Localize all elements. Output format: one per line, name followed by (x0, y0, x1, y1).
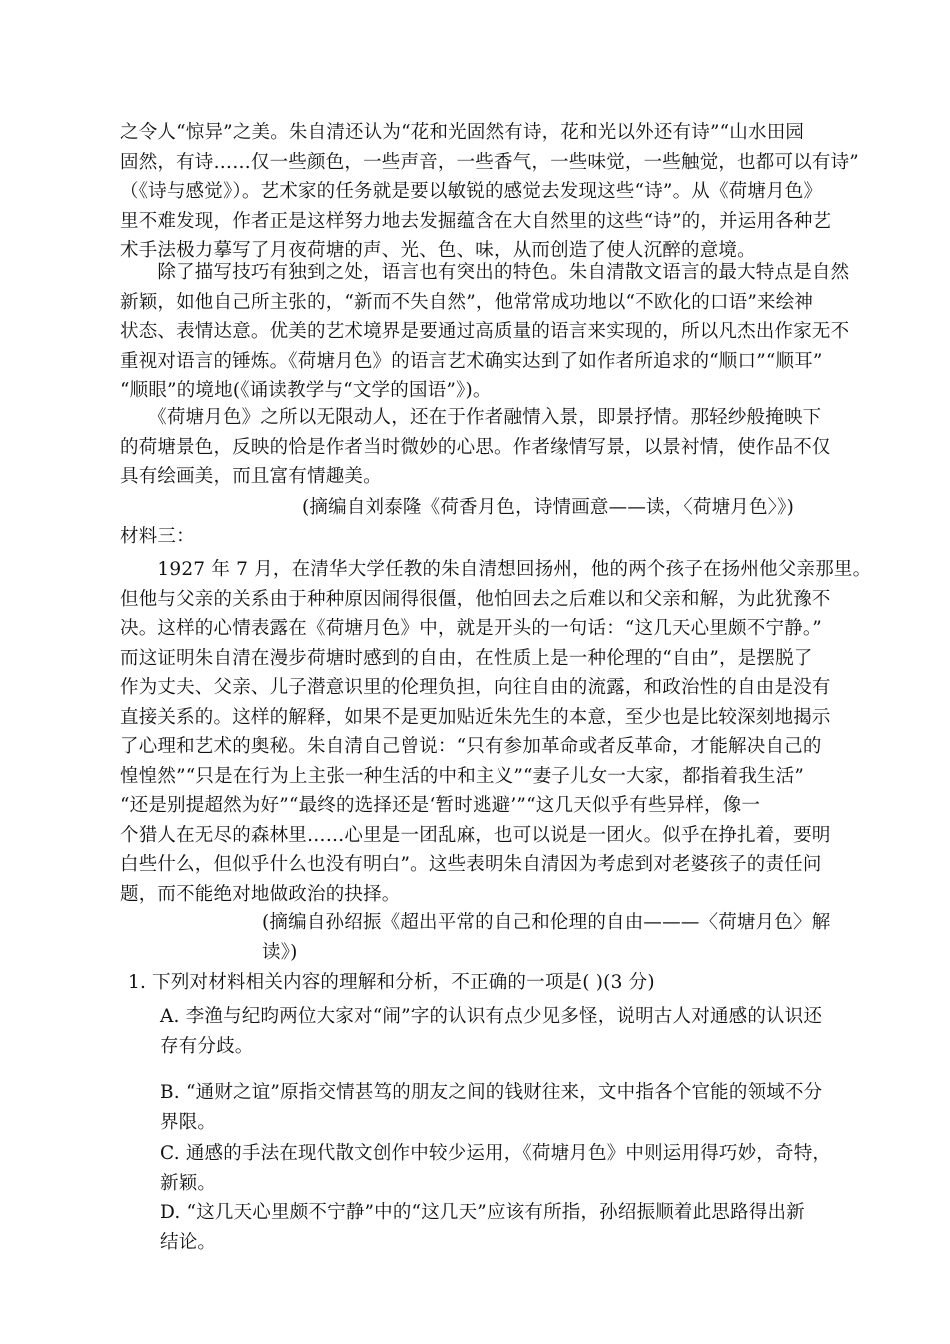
option-text: 存有分歧。 (160, 1036, 254, 1057)
text-line: 的荷塘景色，反映的恰是作者当时微妙的心思。作者缘情写景，以景衬情，使作品不仅 (120, 436, 831, 458)
source-citation-2 (262, 908, 830, 967)
text-line: 个猎人在无尽的森林里……心里是一团乱麻，也可以说是一团火。似乎在挣扎着，要明 (120, 824, 831, 846)
paragraph-4 (120, 555, 871, 909)
question-text: 1. 下列对材料相关内容的理解和分析，不正确的一项是( )(3 分) (128, 972, 655, 993)
material-3-heading (120, 522, 195, 552)
citation-text: (摘编自孙绍振《超出平常的自己和伦理的自由———〈荷塘月色〉解 (262, 912, 831, 933)
text-line: 除了描写技巧有独到之处，语言也有突出的特色。朱自清散文语言的最大特点是自然 (120, 262, 850, 283)
text-line: 决。这样的心情表露在《荷塘月色》中，就是开头的一句话：“这几天心里颇不宁静。” (120, 618, 822, 639)
text-line: 重视对语言的锤炼。《荷塘月色》的语言艺术确实达到了如作者所追求的“顺口”“顺耳” (120, 350, 823, 372)
text-line: 具有绘画美，而且富有情趣美。 (120, 466, 382, 487)
text-line: 白些什么，但似乎什么也没有明白”。这些表明朱自清因为考虑到对老婆孩子的责任问 (120, 854, 822, 875)
text-line: 状态、表情达意。优美的艺术境界是要通过高质量的语言来实现的，所以凡杰出作家无不 (120, 321, 850, 342)
option-text: 界限。 (160, 1112, 217, 1133)
paragraph-3 (120, 403, 831, 492)
text-line: 而这证明朱自清在漫步荷塘时感到的自由，在性质上是一种伦理的“自由”，是摆脱了 (120, 647, 813, 669)
option-b (160, 1078, 822, 1138)
question-1-stem (128, 968, 655, 998)
citation-text: 读》) (262, 941, 298, 963)
heading-text: 材料三： (120, 526, 195, 547)
option-text: D. “这几天心里颇不宁静”中的“这几天”应该有所指，孙绍振顺着此思路得出新 (160, 1202, 805, 1223)
text-line: 《荷塘月色》之所以无限动人，还在于作者融情入景，即景抒情。那轻纱般掩映下 (120, 407, 822, 428)
option-text: C. 通感的手法在现代散文创作中较少运用，《荷塘月色》中则运用得巧妙，奇特， (160, 1143, 832, 1164)
paragraph-1 (120, 118, 859, 266)
text-line: “还是别提超然为好”“最终的选择还是‘暂时逃避’”“这几天似乎有些异样，像一 (120, 795, 761, 816)
text-line: 了心理和艺术的奥秘。朱自清自己曾说：“只有参加革命或者反革命，才能解决自己的 (120, 736, 822, 757)
option-text: 结论。 (160, 1232, 217, 1253)
option-text: A. 李渔与纪昀两位大家对“闹”字的认识有点少见多怪，说明古人对通感的认识还 (160, 1006, 823, 1027)
text-line: “顺眼”的境地(《诵读教学与“文学的国语”》)。 (120, 380, 492, 401)
text-line: 里不难发现，作者正是这样努力地去发掘蕴含在大自然里的这些“诗”的，并运用各种艺 (120, 210, 832, 232)
option-text: 新颖。 (160, 1173, 217, 1194)
text-line: 术手法极力摹写了月夜荷塘的声、光、色、味，从而创造了使人沉醉的意境。 (120, 240, 756, 261)
text-line: 1927 年 7 月，在清华大学任教的朱自清想回扬州，他的两个孩子在扬州他父亲那里。 (120, 559, 872, 580)
text-line: 作为丈夫、父亲、儿子潜意识里的伦理负担，向往自由的流露，和政治性的自由是没有 (120, 677, 831, 698)
source-citation-1 (302, 493, 794, 523)
citation-text: (摘编自刘泰隆《荷香月色，诗情画意——读，〈荷塘月色〉》) (302, 497, 794, 518)
option-text: B. “通财之谊”原指交情甚笃的朋友之间的钱财往来，文中指各个官能的领域不分 (160, 1082, 823, 1103)
text-line: 但他与父亲的关系由于种种原因闹得很僵，他怕回去之后难以和父亲和解，为此犹豫不 (120, 588, 831, 610)
text-line: 新颖，如他自己所主张的，“新而不失自然”，他常常成功地以“不欧化的口语”来绘神 (120, 291, 814, 313)
option-a (160, 1002, 822, 1062)
option-c (160, 1139, 831, 1199)
text-line: 之令人“惊异”之美。朱自清还认为“花和光固然有诗，花和光以外还有诗”“山水田园 (120, 122, 805, 143)
text-line: （《诗与感觉》）。艺术家的任务就是要以敏锐的感觉去发现这些“诗”。从《荷塘月色》 (120, 181, 823, 202)
text-line: 固然，有诗……仅一些颜色，一些声音，一些香气，一些味觉，一些触觉，也都可以有诗” (120, 151, 859, 173)
text-line: 惶惶然”“只是在行为上主张一种生活的中和主义”“妻子儿女一大家，都指着我生活” (120, 765, 805, 787)
option-d (160, 1198, 805, 1258)
paragraph-2 (120, 258, 849, 406)
text-line: 题，而不能绝对地做政治的抉择。 (120, 883, 401, 905)
text-line: 直接关系的。这样的解释，如果不是更加贴近朱先生的本意，至少也是比较深刻地揭示 (120, 706, 831, 728)
